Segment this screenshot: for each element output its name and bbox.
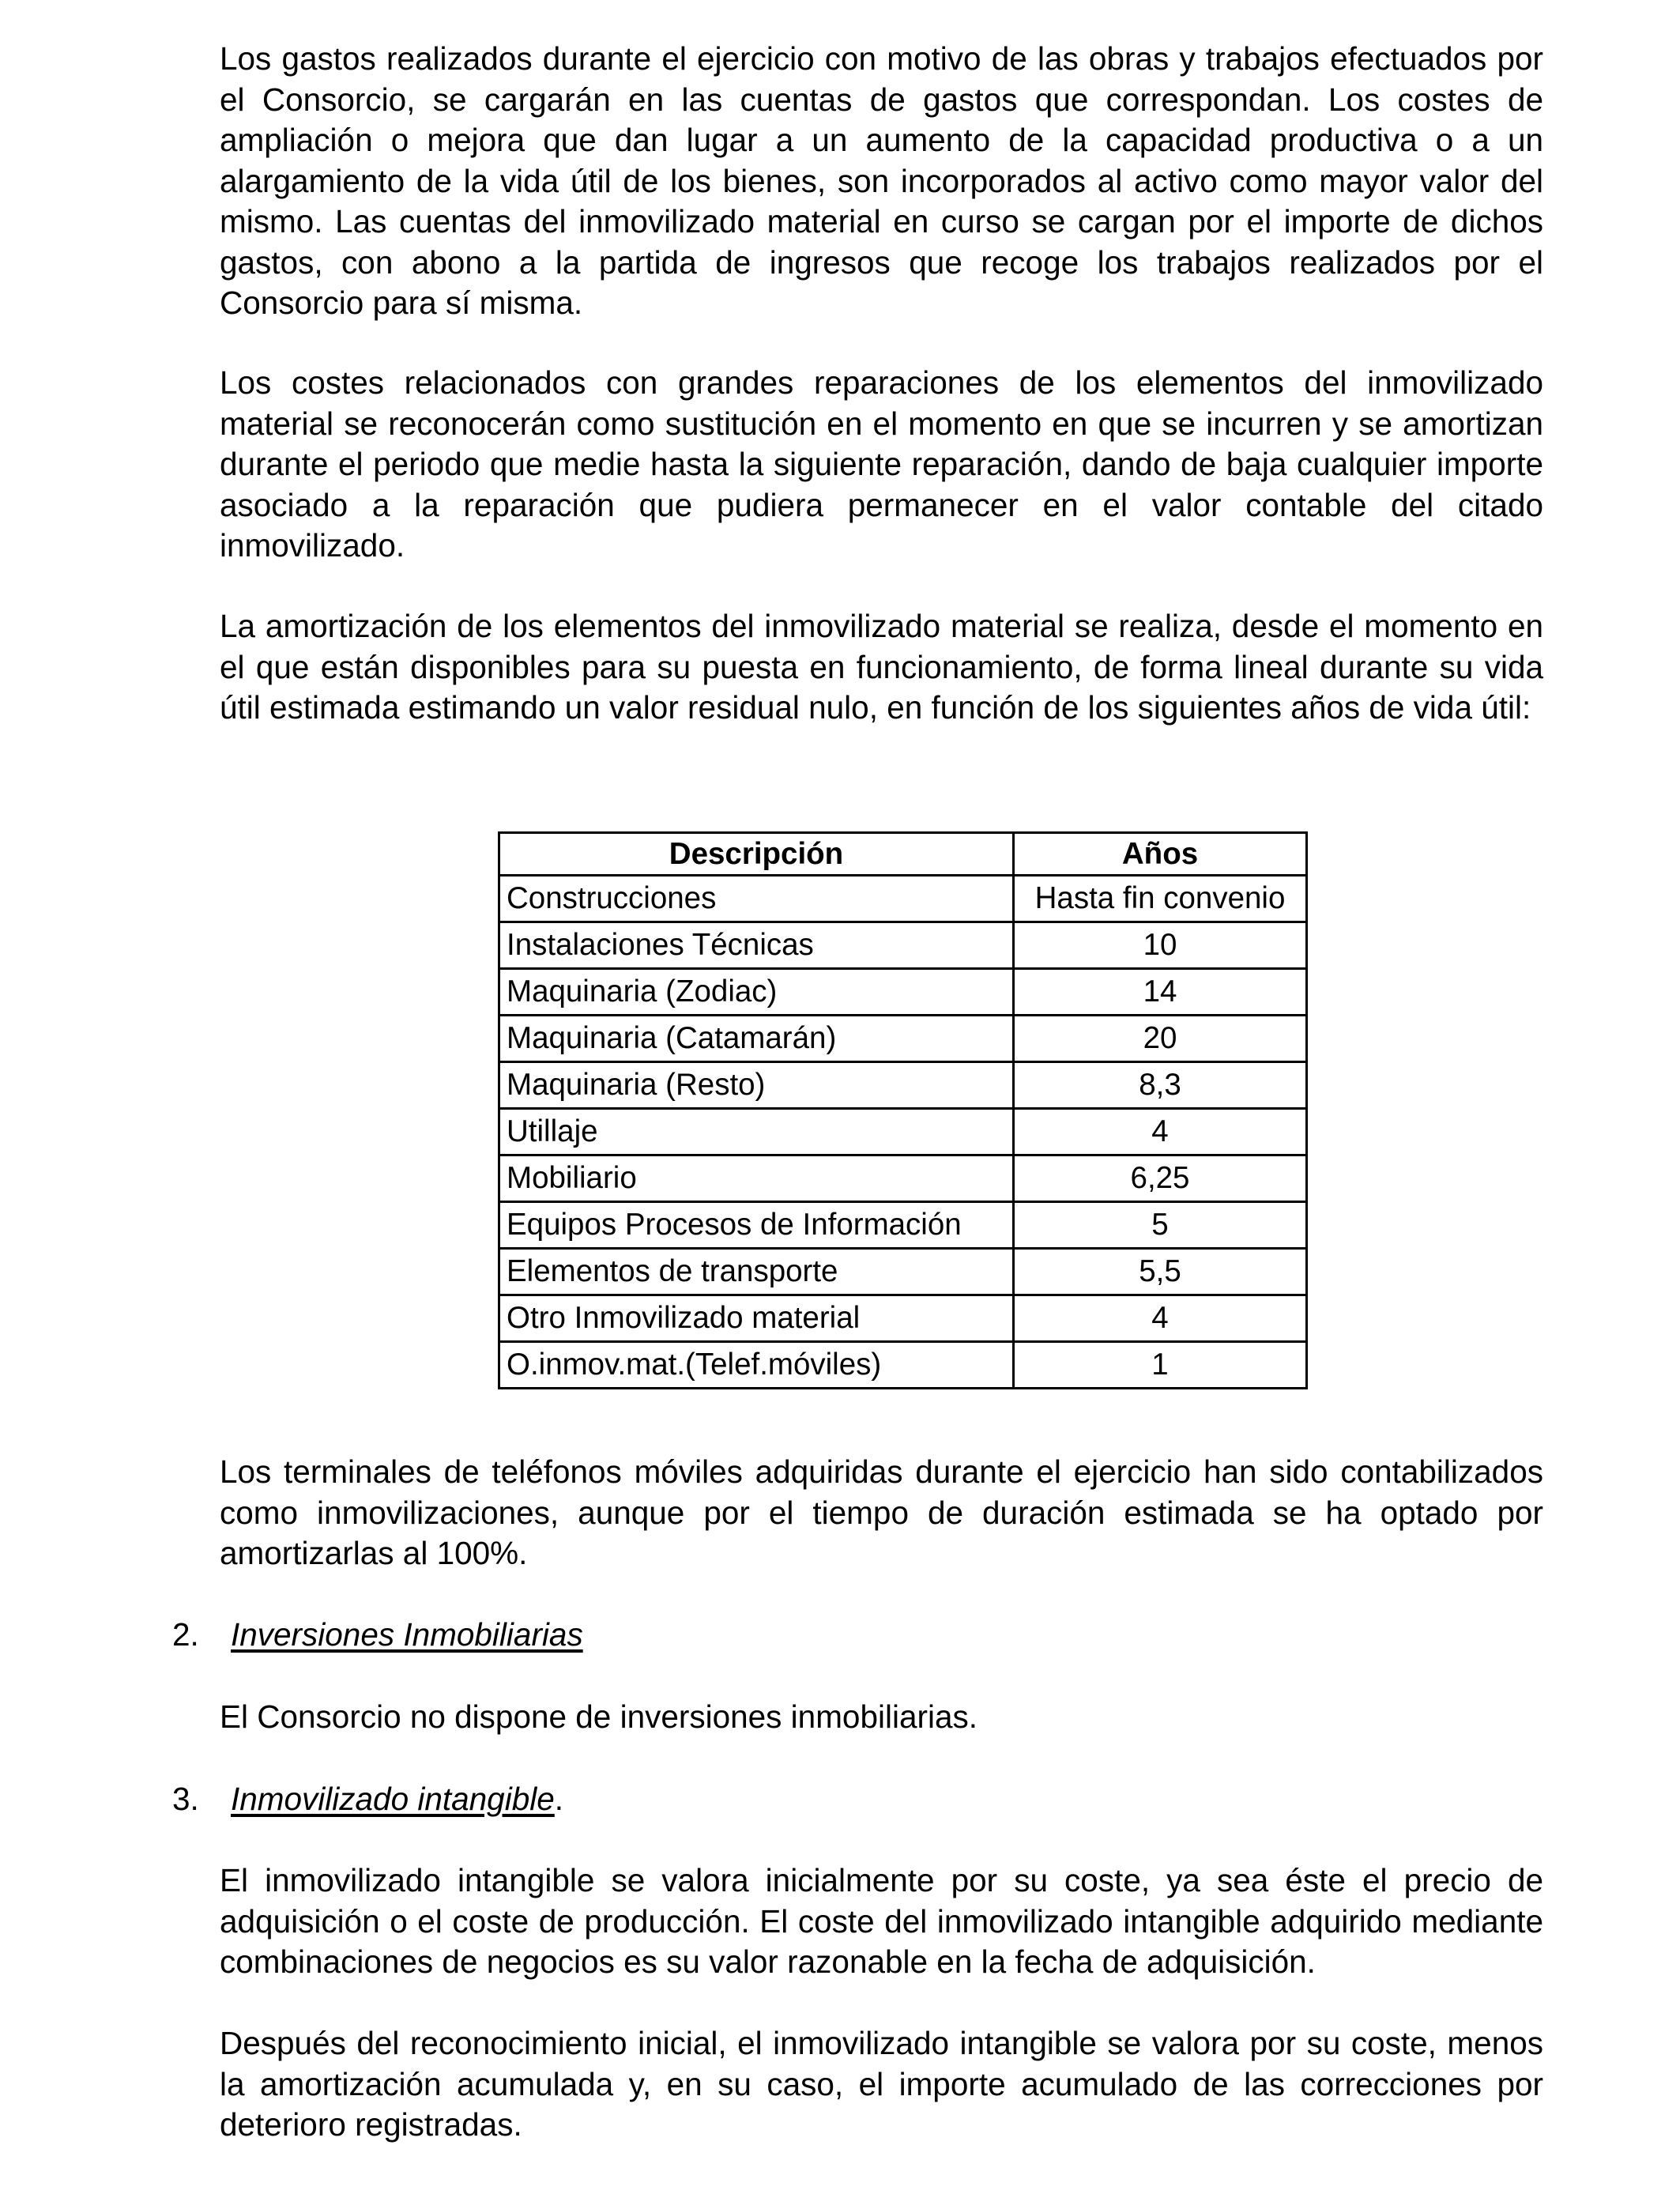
row-description: O.inmov.mat.(Telef.móviles)	[499, 1342, 1014, 1389]
row-years: Hasta fin convenio	[1014, 876, 1307, 922]
table-row	[499, 922, 1307, 969]
table-row	[499, 1202, 1307, 1249]
paragraph-intangible-valoracion: El inmovilizado intangible se valora inicialmente por su coste, ya sea éste el precio de adquisición o el coste de producción. El coste del inmovilizado intangible adquirido mediante combinaciones de negocios es su valor razonable en la fecha de adquisición.	[220, 1862, 1543, 1980]
row-description: Maquinaria (Zodiac)	[499, 969, 1014, 1016]
section-number: 2.	[172, 1616, 199, 1653]
paragraph-intangible-reconocimiento: Después del reconocimiento inicial, el inmovilizado intangible se valora por su coste, menos la amortización acumulada y, en su caso, el importe acumulado de las correcciones por deterioro registradas.	[220, 2025, 1543, 2143]
row-years: 5	[1014, 1202, 1307, 1249]
section-heading-inversiones	[172, 1615, 583, 1656]
section-heading-intangible	[172, 1779, 563, 1820]
row-description: Elementos de transporte	[499, 1249, 1014, 1295]
table-row	[499, 876, 1307, 922]
row-description: Maquinaria (Catamarán)	[499, 1016, 1014, 1062]
row-years: 6,25	[1014, 1155, 1307, 1202]
table-row	[499, 1109, 1307, 1155]
paragraph-inversiones-inmobiliarias: El Consorcio no dispone de inversiones inmobiliarias.	[220, 1698, 978, 1735]
row-years: 8,3	[1014, 1062, 1307, 1109]
row-years: 4	[1014, 1109, 1307, 1155]
table-row	[499, 1249, 1307, 1295]
paragraph-amortizacion: La amortización de los elementos del inmovilizado material se realiza, desde el momento en el que están disponibles para su puesta en funcionamiento, de forma lineal durante su vida útil estimada estimando un valor residual nulo, en función de los siguientes años de vida útil:	[220, 608, 1543, 726]
table-row	[499, 1155, 1307, 1202]
table-row	[499, 969, 1307, 1016]
row-years: 4	[1014, 1295, 1307, 1342]
row-years: 14	[1014, 969, 1307, 1016]
amortization-table	[498, 831, 1308, 1389]
table-row	[499, 1342, 1307, 1389]
row-years: 10	[1014, 922, 1307, 969]
row-years: 1	[1014, 1342, 1307, 1389]
row-years: 20	[1014, 1016, 1307, 1062]
row-description: Instalaciones Técnicas	[499, 922, 1014, 969]
table-row	[499, 1062, 1307, 1109]
section-number: 3.	[172, 1781, 199, 1817]
section-title: Inversiones Inmobiliarias	[231, 1616, 583, 1653]
section-title-suffix: .	[554, 1781, 564, 1817]
paragraph-grandes-reparaciones: Los costes relacionados con grandes reparaciones de los elementos del inmovilizado material se reconocerán como sustitución en el momento en que se incurren y se amortizan durante el periodo que medie hasta la siguiente reparación, dando de baja cualquier importe asociado a la reparación que pudiera permanecer en el valor contable del citado inmovilizado.	[220, 364, 1543, 564]
section-title: Inmovilizado intangible	[231, 1781, 555, 1817]
header-years: Años	[1014, 833, 1307, 876]
paragraph-telefonos-moviles: Los terminales de teléfonos móviles adquiridas durante el ejercicio han sido contabilizados como inmovilizaciones, aunque por el tiempo de duración estimada se ha optado por amortizarlas al 100%.	[220, 1453, 1543, 1571]
row-years: 5,5	[1014, 1249, 1307, 1295]
row-description: Equipos Procesos de Información	[499, 1202, 1014, 1249]
table-row	[499, 1016, 1307, 1062]
table-header-row	[499, 833, 1307, 876]
row-description: Construcciones	[499, 876, 1014, 922]
table-row	[499, 1295, 1307, 1342]
row-description: Utillaje	[499, 1109, 1014, 1155]
row-description: Maquinaria (Resto)	[499, 1062, 1014, 1109]
header-description: Descripción	[499, 833, 1014, 876]
row-description: Otro Inmovilizado material	[499, 1295, 1014, 1342]
paragraph-obras-trabajos: Los gastos realizados durante el ejercicio con motivo de las obras y trabajos efectuados por el Consorcio, se cargarán en las cuentas de gastos que correspondan. Los costes de ampliación o mejora que dan lugar a un aumento de la capacidad productiva o a un alargamiento de la vida útil de los bienes, son incorporados al activo como mayor valor del mismo. Las cuentas del inmovilizado material en curso se cargan por el importe de dichos gastos, con abono a la partida de ingresos que recoge los trabajos realizados por el Consorcio para sí misma.	[220, 40, 1543, 321]
row-description: Mobiliario	[499, 1155, 1014, 1202]
